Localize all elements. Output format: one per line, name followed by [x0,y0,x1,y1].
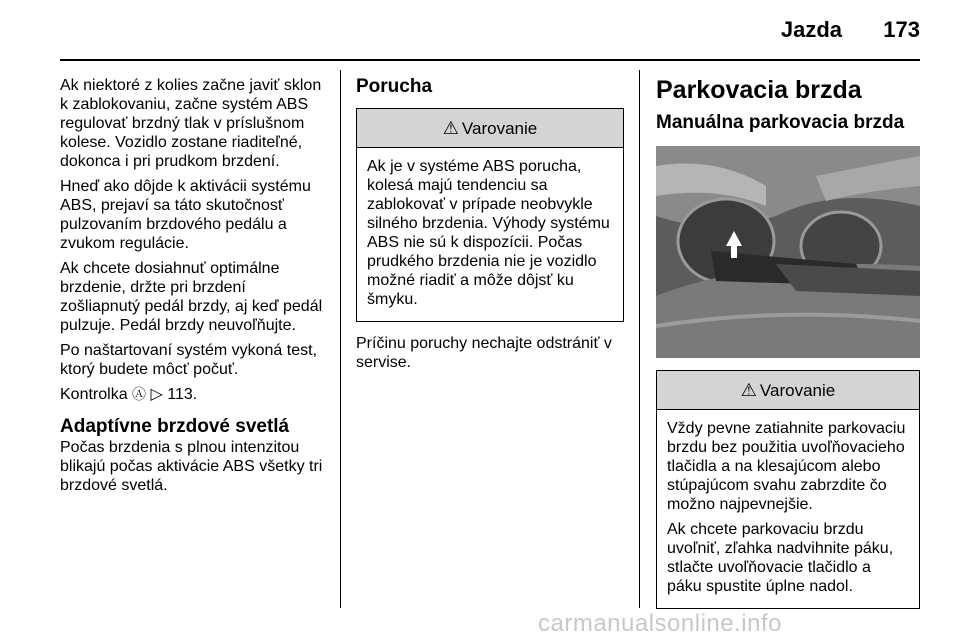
watermark: carmanualsonline.info [538,610,782,637]
warning-box [656,370,920,609]
column-left [60,76,328,501]
column-divider-2 [639,70,640,608]
page-header [0,0,960,62]
section-heading-adaptive-brake-lights: Adaptívne brzdové svetlá [60,416,290,437]
warning-text: Ak chcete parkovaciu brzdu uvoľniť, zľahka nadvihnite páku, stlačte uvoľňovacie tlačidlo a páku spustite úplne nadol. [667,521,894,595]
header-section-title: Jazda [780,17,842,42]
warning-title: Varovanie [461,118,538,138]
warning-box [356,108,624,322]
subheading-manual-parking-brake: Manuálna parkovacia brzda [656,112,905,133]
warning-triangle-icon: ⚠ [442,117,459,138]
paragraph: Počas brzdenia s plnou intenzitou blikajú počas aktivácie ABS všetky tri brzdové svetlá. [60,439,323,494]
paragraph-abs-reference [60,385,328,404]
abs-warning-icon: Ⓐ [132,386,147,402]
reference-label: Kontrolka [60,386,128,403]
section-heading-malfunction: Porucha [356,76,433,97]
page-reference: 113. [167,386,198,403]
section-heading-parking-brake: Parkovacia brzda [656,76,862,104]
warning-header [357,109,623,148]
parking-brake-photo [656,146,920,358]
warning-body [657,410,919,608]
column-right [656,76,920,621]
paragraph: Po naštartovaní systém vykoná test, ktorý budete môcť počuť. [60,342,318,378]
warning-header [657,371,919,410]
paragraph: Ak niektoré z kolies začne javiť sklon k zablokovaniu, začne systém ABS regulovať brzdný tlak v príslušnom kolese. Vozidlo zostane riaditeľné, dokonca i pri prudkom brzdení. [60,77,322,170]
paragraph: Príčinu poruchy nechajte odstrániť v servise. [356,335,612,371]
header-rule [60,59,920,61]
warning-text: Ak je v systéme ABS porucha, kolesá majú tendenciu sa zablokovať v prípade neobvykle silného brzdenia. Výhody systému ABS nie sú k dispozícii. Počas prudkého brzdenia nie je vozidlo možné riadiť a môže dôjsť ku šmyku. [367,158,610,308]
warning-body [357,148,623,321]
page-reference-arrow-icon: ▷ [150,386,163,403]
column-divider-1 [340,70,341,608]
paragraph: Hneď ako dôjde k aktivácii systému ABS, prejaví sa táto skutočnosť pulzovaním brzdového pedálu a zvukom regulácie. [60,178,311,252]
warning-triangle-icon: ⚠ [740,379,757,400]
page-number: 173 [883,17,920,42]
warning-title: Varovanie [759,380,836,400]
paragraph: Ak chcete dosiahnuť optimálne brzdenie, držte pri brzdení zošliapnutý pedál brzdy, aj keď pedál pulzuje. Pedál brzdy neuvoľňujte. [60,260,323,334]
column-middle [356,76,624,378]
warning-text: Vždy pevne zatiahnite parkovaciu brzdu bez použitia uvoľňovacieho tlačidla a na klesajúcom alebo stúpajúcom svahu zabrzdite čo možno najpevnejšie. [667,420,906,513]
